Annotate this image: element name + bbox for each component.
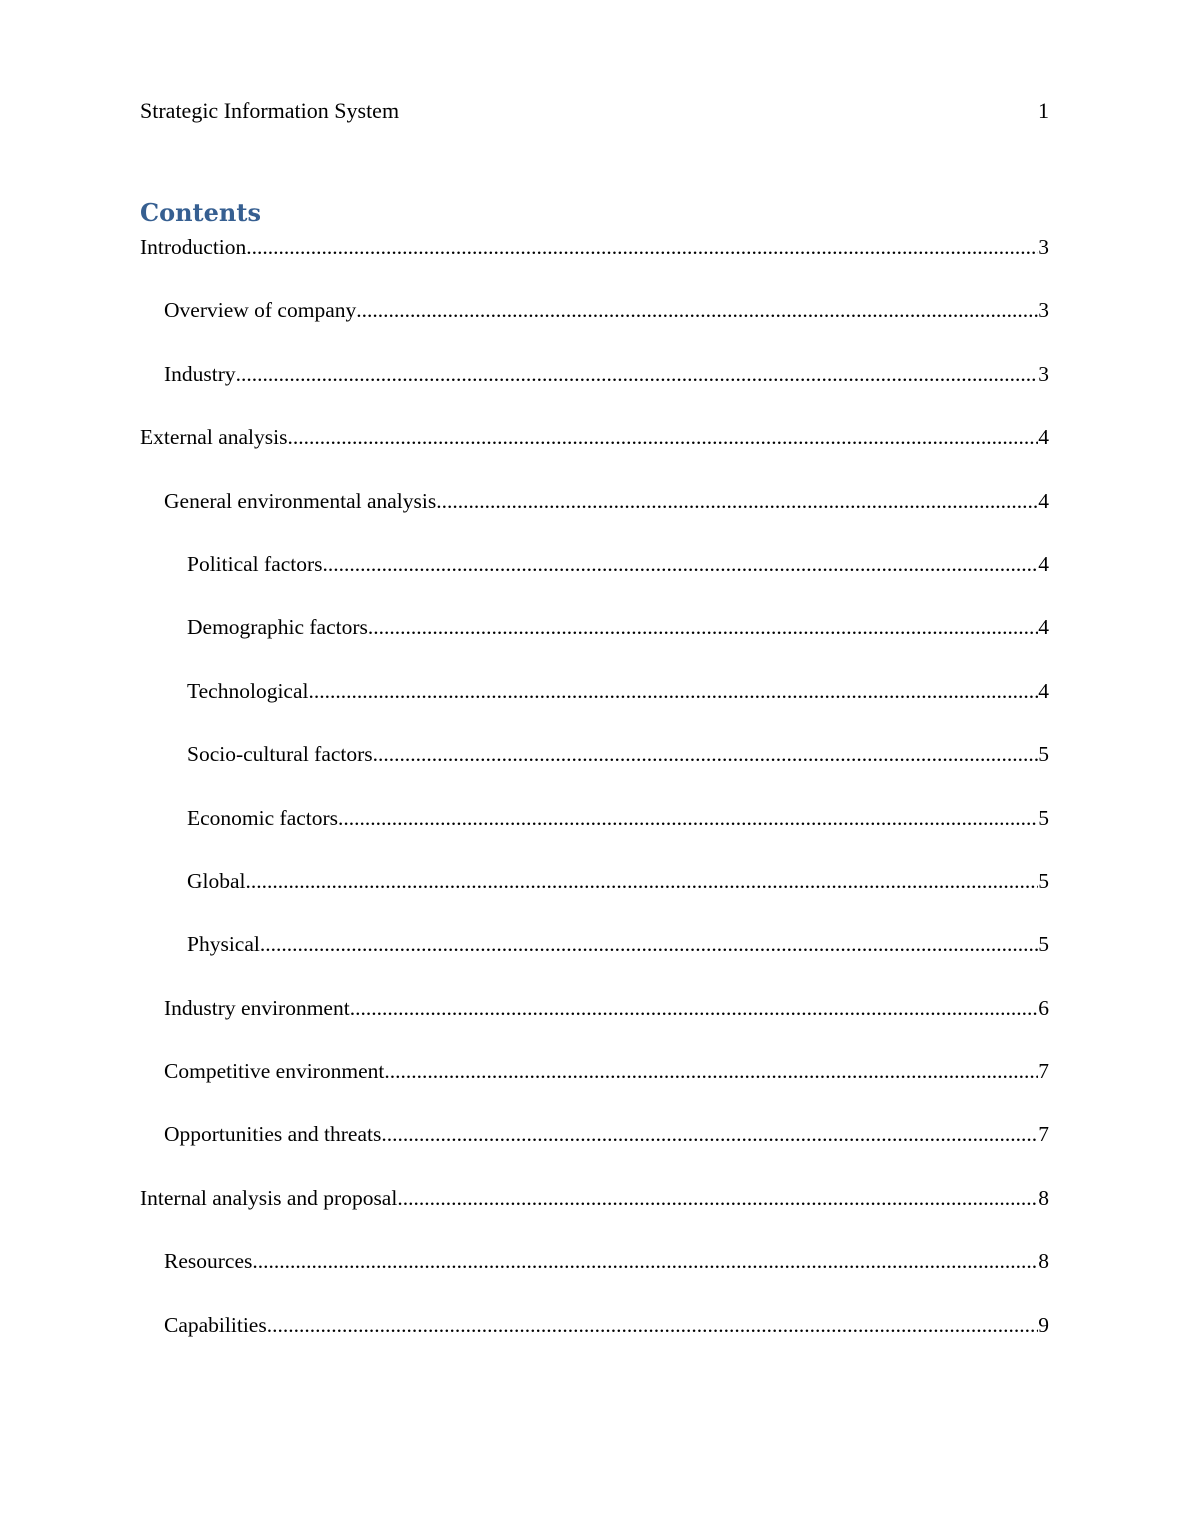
toc-dot-leader bbox=[356, 295, 1038, 325]
toc-entry-page-number: 6 bbox=[1038, 995, 1049, 1020]
toc-dot-leader bbox=[323, 549, 1039, 579]
toc-entry[interactable] bbox=[140, 929, 1049, 959]
toc-entry[interactable] bbox=[140, 422, 1049, 452]
toc-heading: Contents bbox=[140, 198, 261, 227]
toc-entry-page-number: 8 bbox=[1038, 1249, 1049, 1274]
toc-entry[interactable] bbox=[140, 1246, 1049, 1276]
toc-entry[interactable] bbox=[140, 549, 1049, 579]
toc-entry-label: Technological bbox=[187, 678, 309, 703]
toc-entry[interactable] bbox=[140, 1056, 1049, 1086]
toc-entry-label: Resources bbox=[164, 1249, 253, 1274]
toc-dot-leader bbox=[436, 486, 1038, 516]
toc-dot-leader bbox=[287, 422, 1038, 452]
toc-entry[interactable] bbox=[140, 232, 1049, 262]
toc-entry[interactable] bbox=[140, 676, 1049, 706]
toc-entry-page-number: 4 bbox=[1038, 678, 1049, 703]
toc-entry-label: Demographic factors bbox=[187, 615, 368, 640]
toc-entry[interactable] bbox=[140, 612, 1049, 642]
toc-entry-label: Industry environment bbox=[164, 995, 350, 1020]
toc-entry-page-number: 9 bbox=[1038, 1312, 1049, 1337]
toc-entry-page-number: 5 bbox=[1038, 868, 1049, 893]
toc-entry-label: Overview of company bbox=[164, 298, 357, 323]
toc-entry-label: Capabilities bbox=[164, 1312, 267, 1337]
toc-entry[interactable] bbox=[140, 803, 1049, 833]
toc-dot-leader bbox=[246, 866, 1039, 896]
toc-entry[interactable] bbox=[140, 1183, 1049, 1213]
toc-entry-label: Socio-cultural factors bbox=[187, 742, 373, 767]
toc-entry[interactable] bbox=[140, 866, 1049, 896]
toc-dot-leader bbox=[373, 739, 1039, 769]
toc-dot-leader bbox=[267, 1310, 1039, 1340]
toc-dot-leader bbox=[397, 1183, 1038, 1213]
header-page-number: 1 bbox=[1038, 98, 1049, 123]
toc-entry-page-number: 3 bbox=[1038, 361, 1049, 386]
toc-entry[interactable] bbox=[140, 1119, 1049, 1149]
toc-dot-leader bbox=[338, 803, 1038, 833]
toc-entry-label: Global bbox=[187, 868, 246, 893]
toc-entry-label: Economic factors bbox=[187, 805, 339, 830]
toc-dot-leader bbox=[368, 612, 1038, 642]
toc-entry-page-number: 3 bbox=[1038, 235, 1049, 259]
table-of-contents bbox=[140, 232, 1049, 1373]
toc-entry-label: Physical bbox=[187, 932, 260, 957]
header-title: Strategic Information System bbox=[140, 98, 400, 123]
toc-entry-page-number: 8 bbox=[1038, 1185, 1049, 1210]
toc-entry[interactable] bbox=[140, 359, 1049, 389]
toc-entry-page-number: 7 bbox=[1038, 1122, 1049, 1147]
toc-dot-leader bbox=[236, 359, 1039, 389]
toc-entry[interactable] bbox=[140, 1310, 1049, 1340]
toc-entry-page-number: 7 bbox=[1038, 1059, 1049, 1084]
toc-entry-page-number: 5 bbox=[1038, 805, 1049, 830]
toc-entry-label: General environmental analysis bbox=[164, 488, 437, 513]
toc-entry-page-number: 5 bbox=[1038, 742, 1049, 767]
toc-entry-label: Opportunities and threats bbox=[164, 1122, 382, 1147]
toc-entry-page-number: 4 bbox=[1038, 488, 1049, 513]
toc-entry[interactable] bbox=[140, 486, 1049, 516]
toc-dot-leader bbox=[308, 676, 1038, 706]
toc-entry-page-number: 4 bbox=[1038, 615, 1049, 640]
toc-dot-leader bbox=[246, 232, 1038, 262]
toc-dot-leader bbox=[350, 993, 1039, 1023]
toc-entry-label: Political factors bbox=[187, 551, 323, 576]
toc-entry-label: Introduction bbox=[140, 235, 247, 259]
toc-entry-page-number: 3 bbox=[1038, 298, 1049, 323]
toc-dot-leader bbox=[252, 1246, 1038, 1276]
toc-entry-page-number: 5 bbox=[1038, 932, 1049, 957]
toc-dot-leader bbox=[381, 1119, 1038, 1149]
toc-entry[interactable] bbox=[140, 295, 1049, 325]
toc-dot-leader bbox=[260, 929, 1038, 959]
toc-entry-page-number: 4 bbox=[1038, 425, 1049, 450]
running-header bbox=[140, 97, 1049, 125]
toc-dot-leader bbox=[384, 1056, 1038, 1086]
toc-entry-page-number: 4 bbox=[1038, 551, 1049, 576]
toc-entry[interactable] bbox=[140, 739, 1049, 769]
toc-entry-label: External analysis bbox=[140, 425, 288, 450]
toc-entry-label: Internal analysis and proposal bbox=[140, 1185, 398, 1210]
toc-entry-label: Industry bbox=[164, 361, 236, 386]
toc-entry-label: Competitive environment bbox=[164, 1059, 385, 1084]
toc-entry[interactable] bbox=[140, 993, 1049, 1023]
